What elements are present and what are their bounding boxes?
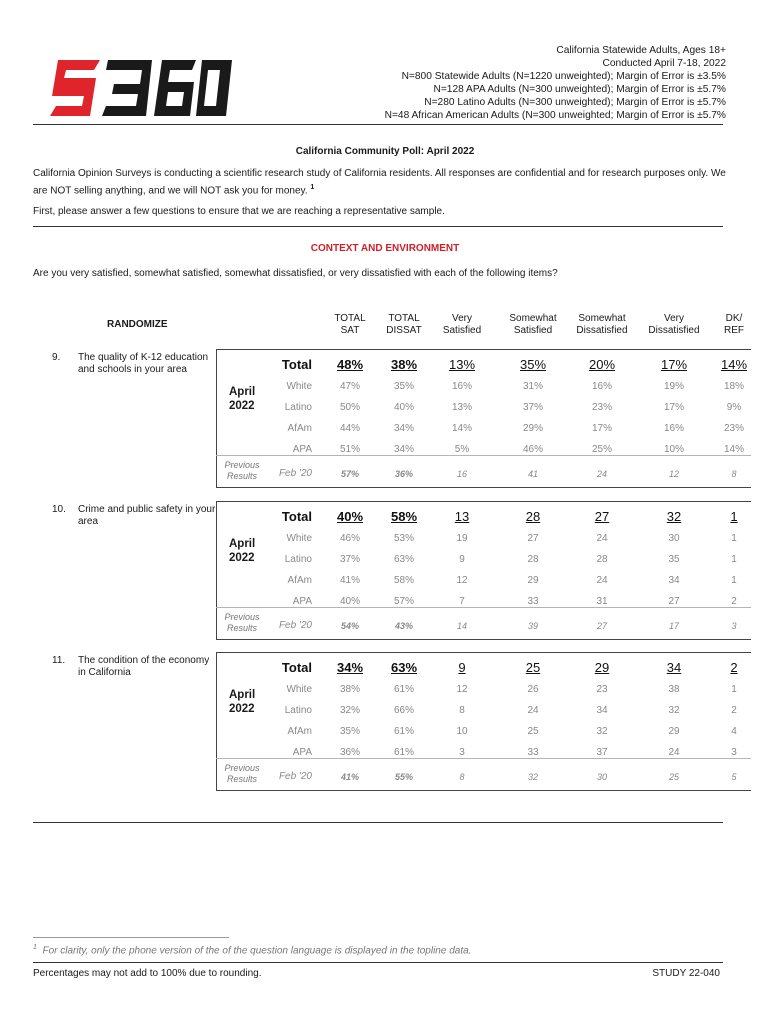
result-cell: 58% [390,509,418,524]
result-cell: 4 [731,726,737,737]
previous-result-cell: 25 [668,772,679,782]
result-cell: 16% [451,381,472,392]
result-cell: 27 [668,596,680,607]
result-cell: 33 [527,596,539,607]
result-cell: 47% [339,381,360,392]
segment-label: Total [281,357,312,372]
result-cell: 12 [456,684,468,695]
previous-result-cell: 8 [731,469,737,479]
result-cell: 14% [723,444,744,455]
result-cell: 24 [527,705,539,716]
result-cell: 19% [663,381,684,392]
result-cell: 20% [588,357,616,372]
result-cell: 46% [339,533,360,544]
question-label [52,655,217,679]
result-cell: 24 [596,575,608,586]
result-cell: 16% [591,381,612,392]
s360-logo-mark [50,56,232,120]
result-cell: 28 [525,509,541,524]
intro-paragraph [33,167,733,198]
question-text: The quality of K-12 education and schools in your area [78,352,209,375]
result-cell: 36% [339,747,360,758]
table-end-divider [33,822,723,823]
header-line: N=800 Statewide Adults (N=1220 unweighted); Margin of Error is ±3.5% [401,71,726,82]
result-cell: 44% [339,423,360,434]
result-cell: 25 [525,660,541,675]
result-cell: 10 [456,726,468,737]
result-cell: 33 [527,747,539,758]
segment-label: White [286,381,312,392]
result-cell: 37% [522,402,543,413]
previous-result-cell: 39 [527,621,538,631]
header-line: Conducted April 7-18, 2022 [602,58,726,69]
previous-result-cell: 32 [527,772,538,782]
result-cell: 34 [596,705,608,716]
result-cell: 18% [723,381,744,392]
segment-label: Total [281,509,312,524]
result-cell: 1 [730,509,738,524]
period-month: April [229,386,256,398]
previous-results-line2: Results [226,471,257,481]
result-cell: 34% [393,444,414,455]
result-cell: 1 [731,554,737,565]
result-cell: 28 [527,554,539,565]
segment-label: AfAm [287,726,312,737]
previous-results-line1: Previous [224,612,260,622]
result-cell: 61% [393,684,414,695]
previous-result-cell: 54% [340,621,359,631]
question-results-block [216,501,751,640]
result-cell: 24 [668,747,680,758]
previous-result-cell: 16 [456,469,467,479]
result-cell: 61% [393,726,414,737]
previous-results-line2: Results [226,774,257,784]
result-cell: 32 [666,509,682,524]
previous-result-cell: 36% [394,469,413,479]
result-cell: 3 [731,747,737,758]
previous-period-label: Feb '20 [278,468,312,479]
column-header-line2: SAT [340,325,360,336]
column-header-line2: Dissatisfied [648,325,700,336]
previous-result-cell: 57% [340,469,359,479]
result-cell: 17% [591,423,612,434]
segment-label: White [286,533,312,544]
question-results-block [216,652,751,791]
intro-divider [33,226,723,227]
column-header [422,313,502,337]
result-cell: 34 [668,575,680,586]
period-year: 2022 [229,552,255,564]
result-cell: 30 [668,533,680,544]
previous-result-cell: 41% [340,772,359,782]
column-header-line2: REF [724,325,744,336]
result-cell: 13% [451,402,472,413]
previous-results-divider [216,758,751,759]
result-cell: 5% [454,444,470,455]
segment-label: White [286,684,312,695]
study-header [385,44,726,122]
footnote-divider [33,937,229,938]
result-cell: 24 [596,533,608,544]
result-cell: 48% [336,357,364,372]
result-cell: 66% [393,705,414,716]
result-cell: 38 [668,684,680,695]
header-line: California Statewide Adults, Ages 18+ [556,45,726,56]
result-cell: 17% [663,402,684,413]
result-cell: 63% [390,660,418,675]
previous-result-cell: 3 [731,621,737,631]
result-cell: 29% [522,423,543,434]
column-header-line2: DISSAT [386,325,422,336]
column-header-line1: Somewhat [509,313,557,324]
previous-result-cell: 55% [394,772,413,782]
question-number: 9. [52,352,61,363]
result-cell: 2 [730,660,738,675]
previous-result-cell: 30 [596,772,607,782]
result-cell: 16% [663,423,684,434]
segment-label: AfAm [287,423,312,434]
column-header-line1: Somewhat [578,313,626,324]
result-cell: 38% [390,357,418,372]
result-cell: 35% [393,381,414,392]
question-results-block [216,349,751,488]
result-cell: 12 [456,575,468,586]
result-cell: 9 [459,554,465,565]
result-cell: 9% [726,402,742,413]
question-label [52,504,217,528]
column-header [694,313,770,337]
question-label [52,352,217,376]
result-cell: 23% [723,423,744,434]
result-cell: 2 [731,596,737,607]
result-cell: 14% [451,423,472,434]
result-cell: 34% [393,423,414,434]
result-cell: 40% [393,402,414,413]
previous-result-cell: 8 [459,772,465,782]
result-cell: 61% [393,747,414,758]
column-header-line2: Satisfied [513,325,553,336]
segment-label: APA [292,747,312,758]
result-cell: 29 [668,726,680,737]
result-cell: 1 [731,533,737,544]
column-header-line2: Dissatisfied [576,325,628,336]
period-month: April [229,689,256,701]
result-cell: 32% [339,705,360,716]
result-cell: 1 [731,575,737,586]
header-divider [33,124,723,125]
previous-result-cell: 5 [731,772,737,782]
question-number: 10. [52,504,66,515]
segment-label: Total [281,660,312,675]
result-cell: 34 [666,660,682,675]
result-cell: 40% [336,509,364,524]
result-cell: 46% [522,444,543,455]
result-cell: 53% [393,533,414,544]
previous-results-divider [216,455,751,456]
result-cell: 27 [527,533,539,544]
period-year: 2022 [229,703,255,715]
question-number: 11. [52,655,66,666]
previous-result-cell: 12 [668,469,679,479]
result-cell: 27 [594,509,610,524]
previous-results-line1: Previous [224,460,260,470]
result-cell: 51% [339,444,360,455]
result-cell: 26 [527,684,539,695]
result-cell: 8 [459,705,465,716]
result-cell: 34% [336,660,364,675]
header-line: N=48 African American Adults (N=300 unweighted; Margin of Error is ±5.7% [384,110,726,121]
result-cell: 35% [339,726,360,737]
segment-label: Latino [284,402,312,413]
header-line: N=128 APA Adults (N=300 unweighted); Margin of Error is ±5.7% [433,84,726,95]
period-year: 2022 [229,400,255,412]
rounding-note: Percentages may not add to 100% due to rounding. [33,968,262,979]
result-cell: 3 [459,747,465,758]
previous-result-cell: 43% [394,621,413,631]
previous-period-label: Feb '20 [278,620,312,631]
result-cell: 1 [731,684,737,695]
result-cell: 23 [596,684,608,695]
result-cell: 31 [596,596,608,607]
result-cell: 7 [459,596,465,607]
result-cell: 13% [448,357,476,372]
column-header-line1: Very [451,313,472,324]
footnote [33,944,471,956]
previous-result-cell: 14 [456,621,467,631]
poll-title: California Community Poll: April 2022 [295,146,475,157]
result-cell: 38% [339,684,360,695]
column-header-line1: TOTAL [388,313,420,324]
column-header-line1: TOTAL [334,313,366,324]
segment-label: Latino [284,705,312,716]
previous-result-cell: 24 [596,469,607,479]
s360-logo [50,56,232,120]
result-cell: 29 [527,575,539,586]
previous-result-cell: 17 [668,621,679,631]
segment-label: AfAm [287,575,312,586]
footnote-mark: 1 [33,944,37,951]
previous-result-cell: 41 [527,469,538,479]
result-cell: 29 [594,660,610,675]
randomize-label: RANDOMIZE [107,319,168,330]
previous-results-line2: Results [226,623,257,633]
intro-footnote-mark: 1 [310,184,315,191]
result-cell: 57% [393,596,414,607]
result-cell: 37% [339,554,360,565]
study-number: STUDY 22-040 [652,968,720,979]
column-header [493,313,573,337]
result-cell: 2 [731,705,737,716]
result-cell: 37 [596,747,608,758]
result-cell: 31% [522,381,543,392]
result-cell: 25% [591,444,612,455]
result-cell: 14% [720,357,748,372]
result-cell: 32 [596,726,608,737]
segment-label: APA [292,596,312,607]
intro-text: California Opinion Surveys is conducting a scientific research study of California residents. All responses are confidential and for research purposes only. We are NOT selling anything, and we will NOT ask you for money. [33,168,726,197]
section-heading: CONTEXT AND ENVIRONMENT [310,243,460,254]
result-cell: 40% [339,596,360,607]
previous-result-cell: 27 [596,621,607,631]
result-cell: 35% [519,357,547,372]
result-cell: 63% [393,554,414,565]
question-prompt: Are you very satisfied, somewhat satisfied, somewhat dissatisfied, or very dissatisfied with each of the following items? [33,268,558,279]
result-cell: 23% [591,402,612,413]
result-cell: 25 [527,726,539,737]
result-cell: 19 [456,533,468,544]
period-month: April [229,538,256,550]
result-cell: 32 [668,705,680,716]
result-cell: 58% [393,575,414,586]
previous-results-line1: Previous [224,763,260,773]
column-header-line1: Very [663,313,684,324]
question-text: The condition of the economy in California [78,655,210,678]
result-cell: 10% [663,444,684,455]
intro-instruction: First, please answer a few questions to ensure that we are reaching a representative sample. [33,206,445,217]
column-header-line2: Satisfied [442,325,482,336]
previous-results-divider [216,607,751,608]
segment-label: Latino [284,554,312,565]
question-text: Crime and public safety in your area [78,504,216,527]
result-cell: 41% [339,575,360,586]
result-cell: 28 [596,554,608,565]
result-cell: 50% [339,402,360,413]
result-cell: 17% [660,357,688,372]
column-header-line1: DK/ [725,313,743,324]
column-header [562,313,642,337]
previous-period-label: Feb '20 [278,771,312,782]
header-line: N=280 Latino Adults (N=300 unweighted); Margin of Error is ±5.7% [424,97,726,108]
footer-divider [33,962,723,963]
result-cell: 9 [458,660,466,675]
footnote-text: For clarity, only the phone version of the of the question language is displayed in the topline data. [42,945,472,957]
segment-label: APA [292,444,312,455]
result-cell: 35 [668,554,680,565]
result-cell: 13 [454,509,470,524]
